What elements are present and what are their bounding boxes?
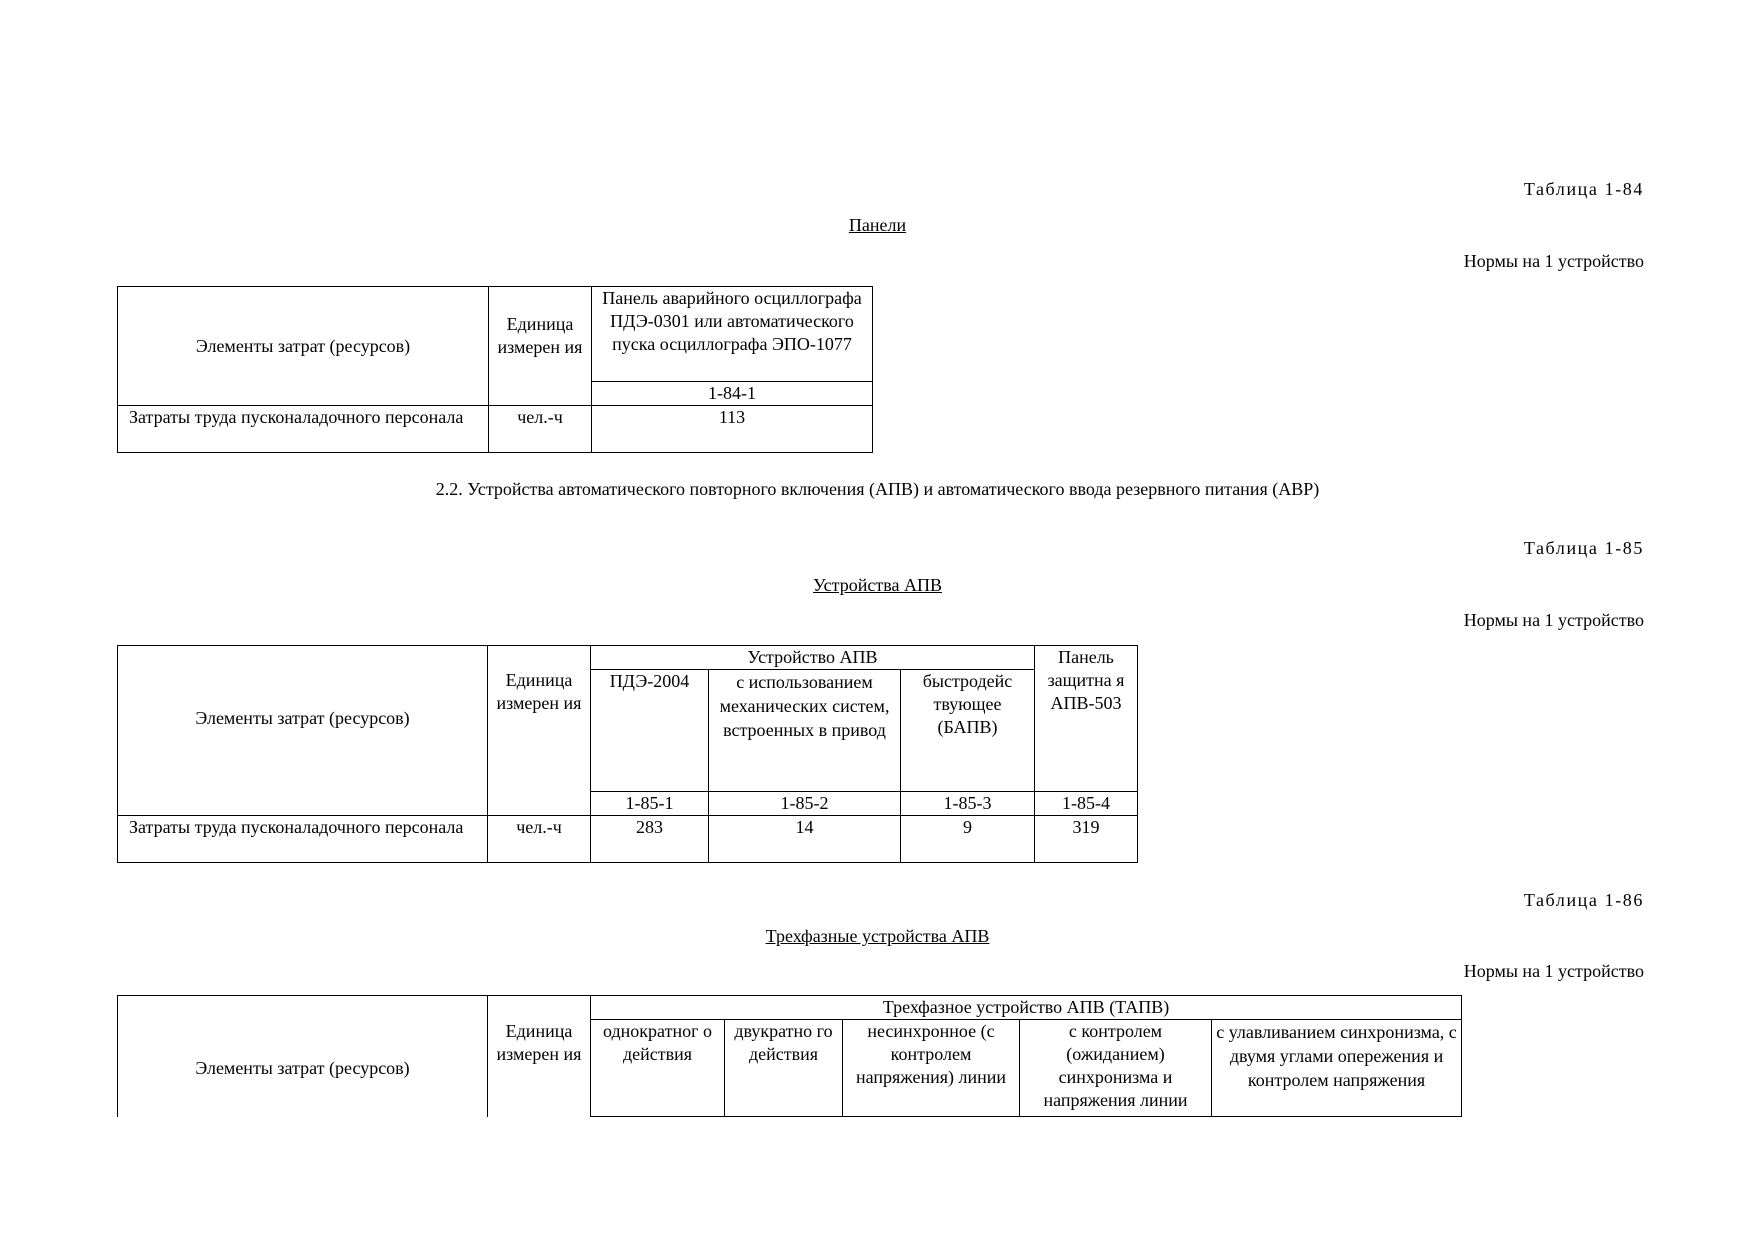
row-label: Затраты труда пусконаладочного персонала <box>118 816 488 863</box>
header-panel-apv-503: Панель защитна я АПВ-503 <box>1035 646 1138 792</box>
row-unit: чел.-ч <box>488 816 591 863</box>
blank-cell <box>488 792 591 816</box>
header-bapv: быстродейс твующее (БАПВ) <box>901 670 1035 792</box>
header-double-action: двукратно го действия <box>725 1020 843 1117</box>
row-value-1-85-3: 9 <box>901 816 1035 863</box>
table-1-85 <box>117 645 1138 863</box>
table-number-1-84: Таблица 1-84 <box>1523 179 1644 199</box>
table-title-apv-devices: Устройства АПВ <box>813 575 942 595</box>
header-sync-capture: с улавливанием синхронизма, с двумя углами опережения и контролем напряжения <box>1212 1020 1462 1117</box>
header-elements: Элементы затрат (ресурсов) <box>118 646 488 792</box>
norms-label-1-85: Нормы на 1 устройство <box>1463 610 1644 630</box>
header-elements: Элементы затрат (ресурсов) <box>118 287 489 406</box>
header-unit: Единица измерен ия <box>488 646 591 792</box>
table-1-84 <box>117 286 873 453</box>
row-value-1-85-2: 14 <box>709 816 901 863</box>
header-elements: Элементы затрат (ресурсов) <box>118 996 488 1117</box>
header-unit: Единица измерен ия <box>489 287 592 406</box>
table-number-1-86: Таблица 1-86 <box>1523 890 1644 910</box>
row-value: 113 <box>592 406 873 453</box>
norms-label-1-84: Нормы на 1 устройство <box>1463 251 1644 271</box>
row-label: Затраты труда пусконаладочного персонала <box>118 406 489 453</box>
code-1-85-2: 1-85-2 <box>709 792 901 816</box>
header-mechanical: с использованием механических систем, встроенных в привод <box>709 670 901 792</box>
blank-cell <box>118 792 488 816</box>
row-unit: чел.-ч <box>489 406 592 453</box>
header-pde-2004: ПДЭ-2004 <box>591 670 709 792</box>
header-unit: Единица измерен ия <box>488 996 591 1117</box>
header-group-tapv: Трехфазное устройство АПВ (ТАПВ) <box>591 996 1462 1020</box>
header-sync-control: с контролем (ожиданием) синхронизма и напряжения линии <box>1020 1020 1212 1117</box>
header-group-apv: Устройство АПВ <box>591 646 1035 670</box>
row-value-1-85-4: 319 <box>1035 816 1138 863</box>
table-title-panels: Панели <box>848 215 907 235</box>
code-1-85-3: 1-85-3 <box>901 792 1035 816</box>
norms-label-1-86: Нормы на 1 устройство <box>1463 961 1644 981</box>
header-panel: Панель аварийного осциллографа ПДЭ-0301 или автоматического пуска осциллографа ЭПО-1077 <box>592 287 873 382</box>
row-value-1-85-1: 283 <box>591 816 709 863</box>
code-1-85-4: 1-85-4 <box>1035 792 1138 816</box>
table-1-86 <box>117 995 1462 1117</box>
header-nonsync: несинхронное (с контролем напряжения) линии <box>843 1020 1020 1117</box>
header-single-action: однократног о действия <box>591 1020 725 1117</box>
code-1-84-1: 1-84-1 <box>592 382 873 406</box>
table-number-1-85: Таблица 1-85 <box>1523 538 1644 558</box>
section-heading-2-2: 2.2. Устройства автоматического повторного включения (АПВ) и автоматического ввода резервного питания (АВР) <box>435 479 1320 499</box>
table-title-three-phase-apv: Трехфазные устройства АПВ <box>765 926 990 946</box>
code-1-85-1: 1-85-1 <box>591 792 709 816</box>
